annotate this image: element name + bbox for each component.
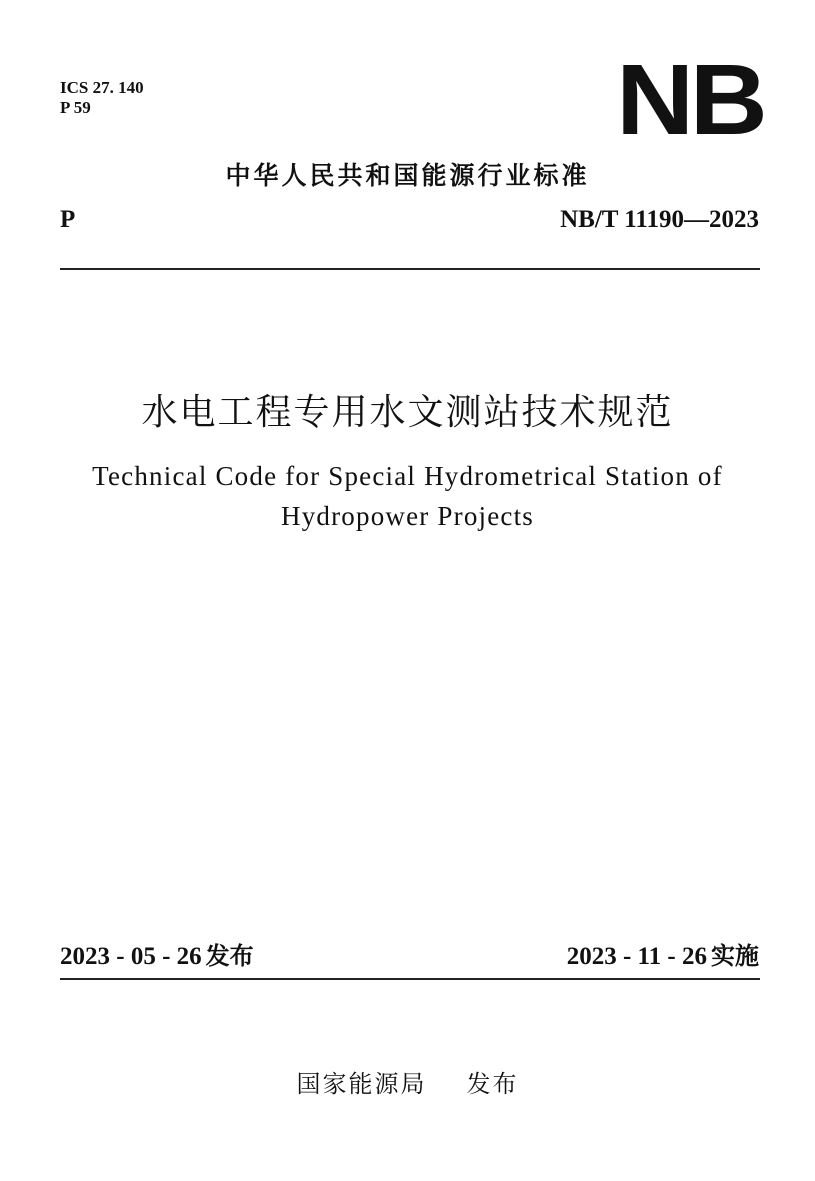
implement-date: 2023 - 11 - 26 bbox=[566, 943, 707, 970]
ics-code: ICS 27. 140 bbox=[60, 78, 144, 97]
publisher-name: 国家能源局 bbox=[296, 1070, 427, 1098]
standard-number: NB/T 11190—2023 bbox=[560, 206, 759, 233]
classification-codes bbox=[60, 78, 144, 118]
publisher-line bbox=[0, 1064, 815, 1099]
ccs-code: P 59 bbox=[60, 98, 91, 117]
document-title-chinese: 水电工程专用水文测站技术规范 bbox=[141, 392, 674, 433]
document-title-english bbox=[0, 456, 815, 536]
issue-label: 发布 bbox=[205, 942, 254, 970]
nb-logo: NB bbox=[615, 44, 763, 156]
issue-date-block bbox=[60, 936, 254, 971]
implement-date-block bbox=[567, 936, 759, 971]
implement-label: 实施 bbox=[711, 942, 759, 970]
issue-date: 2023 - 05 - 26 bbox=[60, 943, 202, 970]
top-divider bbox=[60, 268, 760, 270]
english-title-line-1: Technical Code for Special Hydrometrical Station of bbox=[92, 461, 723, 491]
organization-title: 中华人民共和国能源行业标准 bbox=[225, 161, 590, 190]
english-title-line-2: Hydropower Projects bbox=[281, 501, 534, 531]
publisher-action: 发布 bbox=[466, 1070, 519, 1098]
bottom-divider bbox=[60, 978, 760, 980]
standard-category: P bbox=[60, 206, 76, 233]
